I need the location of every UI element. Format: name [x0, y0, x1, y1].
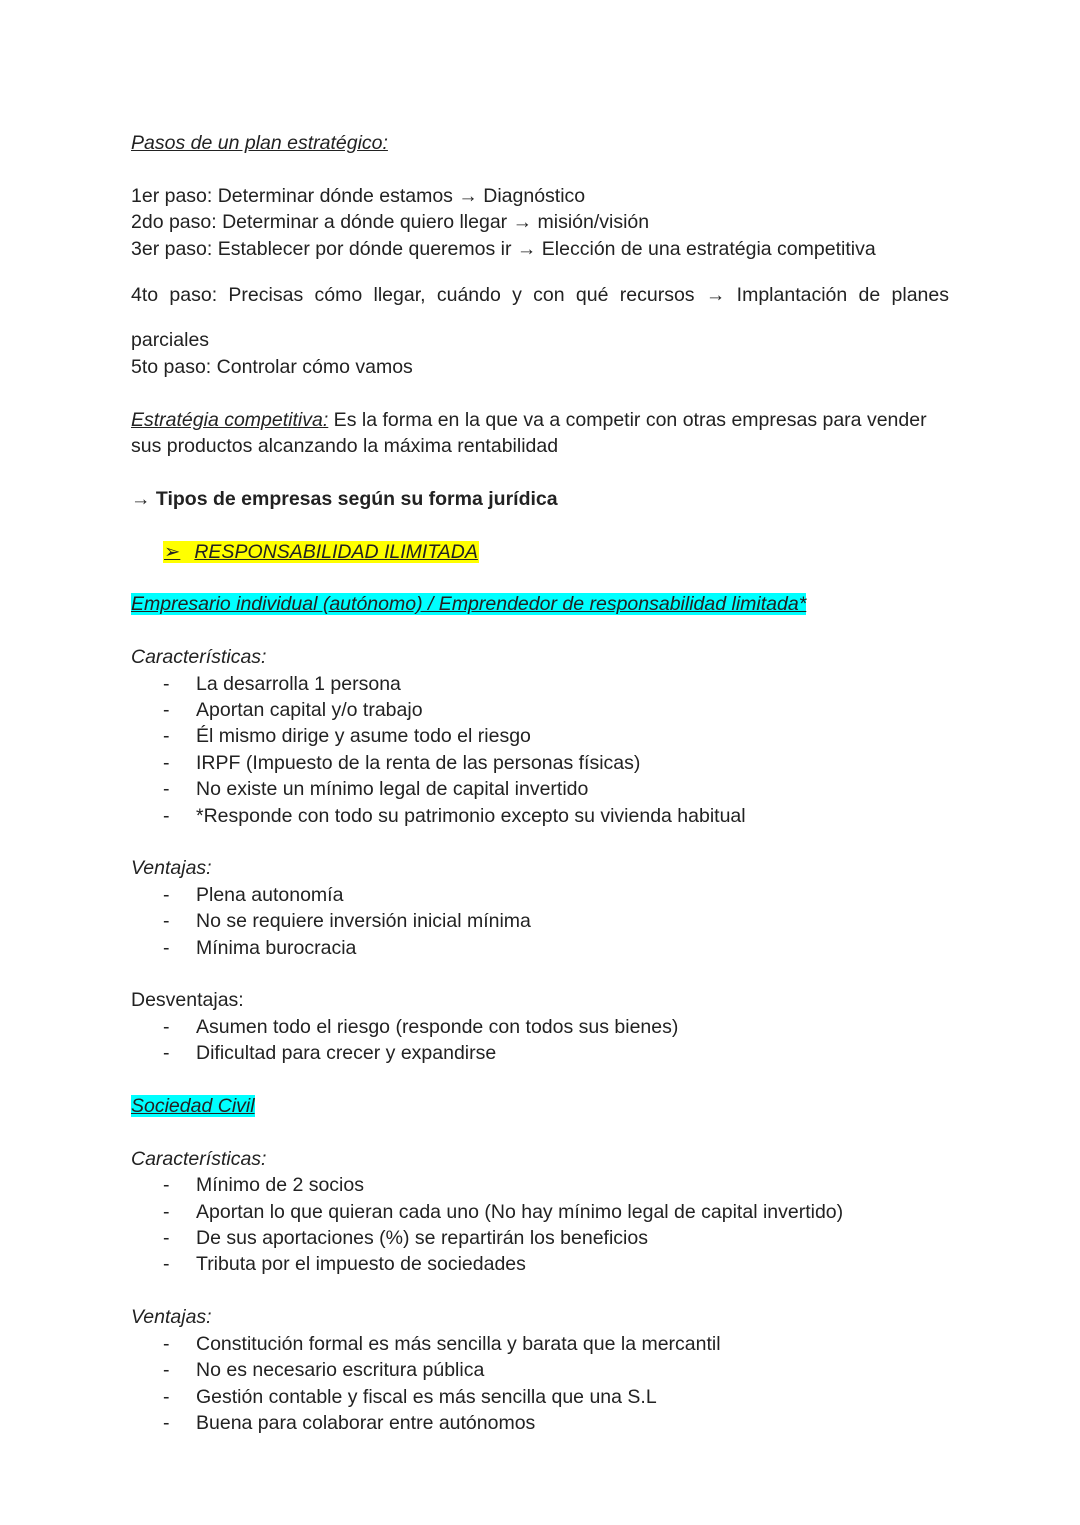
list-item: - La desarrolla 1 persona: [163, 672, 401, 695]
plan-step-continuation: parciales: [131, 329, 210, 352]
empresario-caracteristicas-list: [131, 671, 949, 829]
list-item: - Aportan capital y/o trabajo: [163, 699, 423, 722]
responsabilidad-heading: ➢ RESPONSABILIDAD ILIMITADA: [164, 540, 478, 563]
plan-step: 5to paso: Controlar cómo vamos: [131, 355, 413, 378]
list-item: - Tributa por el impuesto de sociedades: [163, 1253, 526, 1276]
list-item: - Mínimo de 2 socios: [163, 1174, 364, 1197]
list-item: - Gestión contable y fiscal es más sencilla que una S.L: [163, 1385, 657, 1408]
list-item: - Asumen todo el riesgo (responde con todos sus bienes): [163, 1015, 679, 1038]
sociedad-ventajas-list: [131, 1331, 949, 1437]
tipos-heading: → Tipos de empresas según su forma jurídica: [131, 487, 558, 510]
list-item: - No existe un mínimo legal de capital invertido: [163, 778, 589, 801]
empresario-title: Empresario individual (autónomo) / Emprendedor de responsabilidad limitada*: [131, 593, 807, 616]
estrategia-definition-continuation: sus productos alcanzando la máxima rentabilidad: [131, 435, 559, 458]
list-item: - Aportan lo que quieran cada uno (No hay mínimo legal de capital invertido): [163, 1200, 844, 1223]
sociedad-civil-title: Sociedad Civil: [131, 1095, 255, 1118]
empresario-ventajas-label: Ventajas:: [131, 857, 212, 880]
list-item: - IRPF (Impuesto de la renta de las personas físicas): [163, 751, 641, 774]
list-item: - Él mismo dirige y asume todo el riesgo: [163, 725, 531, 748]
empresario-caracteristicas-label: Características:: [131, 646, 267, 669]
sociedad-caracteristicas-list: [131, 1172, 949, 1278]
estrategia-term: Estratégia competitiva:: [131, 408, 329, 431]
document-page: [131, 130, 949, 1436]
sociedad-caracteristicas-label: Características:: [131, 1147, 267, 1170]
list-item: - No es necesario escritura pública: [163, 1359, 485, 1382]
plan-step: 4to paso: Precisas cómo llegar, cuándo y con qué recursos → Implantación de planes: [131, 283, 949, 306]
plan-step: 3er paso: Establecer por dónde queremos ir → Elección de una estratégia competitiva: [131, 237, 876, 260]
list-item: - De sus aportaciones (%) se repartirán los beneficios: [163, 1227, 648, 1250]
arrow-bullet-icon: ➢: [164, 540, 181, 563]
list-item: - Dificultad para crecer y expandirse: [163, 1042, 497, 1065]
list-item: - *Responde con todo su patrimonio excepto su vivienda habitual: [163, 804, 746, 827]
plan-section-title: Pasos de un plan estratégico:: [131, 132, 388, 154]
plan-step: 1er paso: Determinar dónde estamos → Diagnóstico: [131, 184, 586, 207]
empresario-desventajas-label: Desventajas:: [131, 989, 244, 1012]
list-item: - Plena autonomía: [163, 883, 344, 906]
estrategia-definition: Estratégia competitiva: Es la forma en la que va a competir con otras empresas para vender: [131, 408, 927, 431]
list-item: - Mínima burocracia: [163, 936, 357, 959]
list-item: - No se requiere inversión inicial mínima: [163, 910, 531, 933]
list-item: - Buena para colaborar entre autónomos: [163, 1411, 536, 1434]
list-item: - Constitución formal es más sencilla y barata que la mercantil: [163, 1332, 721, 1355]
empresario-ventajas-list: [131, 882, 949, 961]
plan-step: 2do paso: Determinar a dónde quiero llegar → misión/visión: [131, 211, 650, 234]
empresario-desventajas-list: [131, 1014, 949, 1067]
sociedad-ventajas-label: Ventajas:: [131, 1306, 212, 1329]
